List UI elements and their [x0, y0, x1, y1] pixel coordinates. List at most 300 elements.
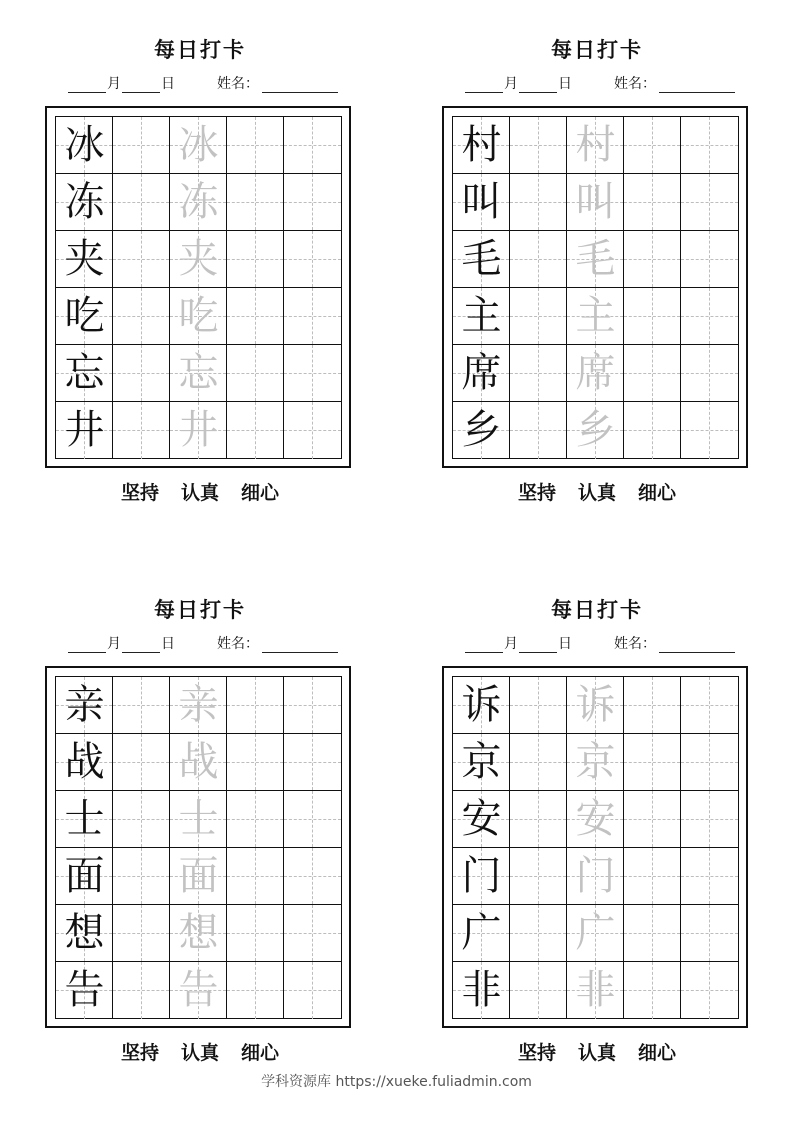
guide-line-horizontal	[681, 876, 738, 877]
practice-cell[interactable]	[227, 962, 284, 1019]
model-character: 非	[461, 967, 502, 1013]
guide-line-horizontal	[681, 762, 738, 763]
practice-cell[interactable]	[113, 231, 170, 288]
guide-line-horizontal	[681, 316, 738, 317]
trace-character: 毛	[575, 236, 616, 282]
day-label: 日	[161, 76, 175, 92]
date-name-line	[68, 633, 338, 653]
practice-cell[interactable]	[624, 677, 681, 734]
guide-line-horizontal	[113, 145, 169, 146]
practice-cell[interactable]	[624, 117, 681, 174]
guide-line-horizontal	[113, 430, 169, 431]
motto-word: 认真	[180, 1042, 219, 1064]
guide-line-horizontal	[284, 259, 341, 260]
trace-character: 面	[178, 853, 219, 899]
trace-character: 冻	[178, 179, 219, 225]
model-char-cell	[453, 962, 510, 1019]
grid-row	[453, 905, 738, 962]
grid-row	[453, 677, 738, 734]
practice-cell[interactable]	[113, 905, 170, 962]
model-character: 战	[64, 739, 105, 785]
grid-row	[56, 402, 341, 459]
day-blank[interactable]	[519, 638, 557, 653]
motto-word: 细心	[638, 1042, 677, 1064]
trace-char-cell	[567, 677, 624, 734]
date-name-line	[68, 73, 338, 93]
practice-cell[interactable]	[624, 962, 681, 1019]
model-char-cell	[453, 117, 510, 174]
practice-cell[interactable]	[624, 288, 681, 345]
practice-cell[interactable]	[510, 231, 567, 288]
trace-character: 安	[575, 796, 616, 842]
trace-character: 冰	[178, 122, 219, 168]
model-character: 叫	[461, 179, 502, 225]
guide-line-horizontal	[284, 316, 341, 317]
guide-line-horizontal	[227, 990, 283, 991]
practice-cell[interactable]	[227, 117, 284, 174]
name-label: 姓名：	[217, 636, 259, 652]
card-title: 每日打卡	[154, 37, 246, 62]
practice-cell[interactable]	[284, 288, 341, 345]
motto-word: 细心	[638, 482, 677, 504]
card-title: 每日打卡	[551, 37, 643, 62]
practice-cell[interactable]	[227, 734, 284, 791]
guide-line-horizontal	[681, 933, 738, 934]
model-character: 面	[64, 853, 105, 899]
guide-line-horizontal	[624, 819, 680, 820]
practice-cell[interactable]	[113, 117, 170, 174]
practice-cell[interactable]	[284, 402, 341, 459]
guide-line-horizontal	[227, 762, 283, 763]
model-character: 忘	[64, 350, 105, 396]
guide-line-horizontal	[510, 145, 566, 146]
grid-row	[56, 791, 341, 848]
guide-line-horizontal	[113, 705, 169, 706]
practice-cell[interactable]	[113, 734, 170, 791]
guide-line-horizontal	[113, 316, 169, 317]
practice-cell[interactable]	[284, 174, 341, 231]
name-blank[interactable]	[262, 638, 338, 653]
guide-line-horizontal	[113, 762, 169, 763]
practice-cell[interactable]	[681, 231, 738, 288]
model-character: 夹	[64, 236, 105, 282]
practice-cell[interactable]	[681, 734, 738, 791]
guide-line-horizontal	[113, 819, 169, 820]
practice-cell[interactable]	[624, 848, 681, 905]
practice-cell[interactable]	[284, 848, 341, 905]
practice-card	[442, 0, 752, 504]
trace-char-cell	[170, 345, 227, 402]
motto-word: 细心	[241, 482, 280, 504]
trace-character: 广	[575, 910, 616, 956]
model-char-cell	[56, 962, 113, 1019]
practice-cell[interactable]	[510, 905, 567, 962]
practice-cell[interactable]	[510, 962, 567, 1019]
practice-cell[interactable]	[113, 848, 170, 905]
practice-cell[interactable]	[624, 402, 681, 459]
model-character: 想	[64, 910, 105, 956]
name-label: 姓名：	[614, 76, 656, 92]
guide-line-horizontal	[113, 259, 169, 260]
model-character: 冻	[64, 179, 105, 225]
guide-line-horizontal	[227, 876, 283, 877]
grid-row	[453, 734, 738, 791]
model-char-cell	[56, 848, 113, 905]
guide-line-horizontal	[624, 430, 680, 431]
practice-cell[interactable]	[284, 962, 341, 1019]
guide-line-horizontal	[227, 316, 283, 317]
guide-line-horizontal	[510, 259, 566, 260]
model-character: 井	[64, 407, 105, 453]
guide-line-horizontal	[510, 202, 566, 203]
card-title: 每日打卡	[551, 597, 643, 622]
guide-line-horizontal	[113, 876, 169, 877]
model-char-cell	[56, 174, 113, 231]
trace-character: 席	[575, 350, 616, 396]
trace-character: 夹	[178, 236, 219, 282]
model-char-cell	[453, 174, 510, 231]
model-char-cell	[56, 734, 113, 791]
grid-row	[56, 962, 341, 1019]
trace-char-cell	[170, 791, 227, 848]
practice-cell[interactable]	[113, 402, 170, 459]
trace-character: 吃	[178, 293, 219, 339]
model-char-cell	[56, 231, 113, 288]
motto	[442, 478, 752, 505]
model-character: 主	[461, 293, 502, 339]
model-char-cell	[56, 791, 113, 848]
trace-character: 想	[178, 910, 219, 956]
practice-cell[interactable]	[681, 848, 738, 905]
practice-cell[interactable]	[681, 288, 738, 345]
practice-cell[interactable]	[284, 734, 341, 791]
guide-line-horizontal	[510, 876, 566, 877]
practice-cell[interactable]	[624, 345, 681, 402]
model-char-cell	[453, 402, 510, 459]
month-blank[interactable]	[465, 638, 503, 653]
writing-grid-frame	[442, 666, 748, 1028]
name-blank[interactable]	[659, 78, 735, 93]
trace-char-cell	[170, 905, 227, 962]
trace-character: 主	[575, 293, 616, 339]
model-character: 吃	[64, 293, 105, 339]
trace-character: 门	[575, 853, 616, 899]
trace-char-cell	[170, 402, 227, 459]
practice-cell[interactable]	[624, 905, 681, 962]
guide-line-horizontal	[510, 373, 566, 374]
month-label: 月	[107, 636, 121, 652]
guide-line-horizontal	[681, 202, 738, 203]
writing-grid	[55, 676, 342, 1019]
writing-grid	[452, 116, 739, 459]
grid-row	[453, 848, 738, 905]
practice-cell[interactable]	[681, 962, 738, 1019]
model-char-cell	[56, 905, 113, 962]
writing-grid	[452, 676, 739, 1019]
trace-character: 京	[575, 739, 616, 785]
guide-line-horizontal	[113, 990, 169, 991]
practice-cell[interactable]	[113, 791, 170, 848]
writing-grid-frame	[45, 106, 351, 468]
model-char-cell	[453, 905, 510, 962]
motto	[45, 1038, 355, 1065]
motto	[45, 478, 355, 505]
guide-line-horizontal	[113, 933, 169, 934]
model-char-cell	[453, 231, 510, 288]
trace-character: 井	[178, 407, 219, 453]
guide-line-horizontal	[624, 933, 680, 934]
guide-line-horizontal	[227, 430, 283, 431]
guide-line-horizontal	[227, 705, 283, 706]
motto-word: 认真	[577, 482, 616, 504]
model-char-cell	[56, 345, 113, 402]
guide-line-horizontal	[510, 705, 566, 706]
name-blank[interactable]	[262, 78, 338, 93]
guide-line-horizontal	[284, 762, 341, 763]
model-character: 广	[461, 910, 502, 956]
guide-line-horizontal	[624, 202, 680, 203]
trace-char-cell	[567, 174, 624, 231]
practice-cell[interactable]	[510, 174, 567, 231]
trace-char-cell	[567, 117, 624, 174]
practice-cell[interactable]	[227, 288, 284, 345]
practice-cell[interactable]	[113, 962, 170, 1019]
practice-cell[interactable]	[510, 791, 567, 848]
motto-word: 认真	[180, 482, 219, 504]
card-title: 每日打卡	[154, 597, 246, 622]
day-label: 日	[161, 636, 175, 652]
trace-character: 叫	[575, 179, 616, 225]
trace-char-cell	[170, 734, 227, 791]
practice-cell[interactable]	[284, 791, 341, 848]
trace-char-cell	[170, 231, 227, 288]
grid-row	[453, 288, 738, 345]
practice-cell[interactable]	[227, 231, 284, 288]
model-char-cell	[453, 734, 510, 791]
practice-cell[interactable]	[113, 174, 170, 231]
trace-char-cell	[567, 962, 624, 1019]
grid-row	[453, 231, 738, 288]
motto	[442, 1038, 752, 1065]
motto-word: 细心	[241, 1042, 280, 1064]
guide-line-horizontal	[681, 990, 738, 991]
trace-character: 战	[178, 739, 219, 785]
practice-card	[45, 560, 355, 1064]
guide-line-horizontal	[624, 705, 680, 706]
guide-line-horizontal	[284, 145, 341, 146]
model-character: 士	[64, 796, 105, 842]
guide-line-horizontal	[681, 705, 738, 706]
model-character: 诉	[461, 682, 502, 728]
writing-grid-frame	[45, 666, 351, 1028]
guide-line-horizontal	[624, 316, 680, 317]
trace-character: 士	[178, 796, 219, 842]
model-character: 亲	[64, 682, 105, 728]
motto-word: 坚持	[517, 1042, 556, 1064]
practice-cell[interactable]	[681, 402, 738, 459]
guide-line-horizontal	[284, 202, 341, 203]
trace-character: 亲	[178, 682, 219, 728]
date-name-line	[465, 73, 735, 93]
model-char-cell	[56, 677, 113, 734]
guide-line-horizontal	[284, 705, 341, 706]
model-char-cell	[56, 402, 113, 459]
guide-line-horizontal	[227, 373, 283, 374]
practice-cell[interactable]	[227, 905, 284, 962]
guide-line-horizontal	[284, 876, 341, 877]
guide-line-horizontal	[113, 202, 169, 203]
practice-cell[interactable]	[510, 117, 567, 174]
model-char-cell	[453, 677, 510, 734]
model-character: 门	[461, 853, 502, 899]
month-label: 月	[504, 76, 518, 92]
practice-cell[interactable]	[227, 345, 284, 402]
model-character: 村	[461, 122, 502, 168]
practice-cell[interactable]	[681, 174, 738, 231]
model-char-cell	[453, 345, 510, 402]
practice-cell[interactable]	[681, 791, 738, 848]
grid-row	[56, 345, 341, 402]
trace-char-cell	[170, 848, 227, 905]
guide-line-horizontal	[624, 373, 680, 374]
footer-watermark: 学科资源库 https://xueke.fuliadmin.com	[261, 1074, 532, 1090]
trace-char-cell	[567, 402, 624, 459]
guide-line-horizontal	[113, 373, 169, 374]
trace-char-cell	[170, 962, 227, 1019]
guide-line-horizontal	[284, 933, 341, 934]
practice-cell[interactable]	[227, 848, 284, 905]
grid-row	[56, 734, 341, 791]
model-character: 京	[461, 739, 502, 785]
trace-char-cell	[567, 848, 624, 905]
practice-cell[interactable]	[227, 677, 284, 734]
practice-cell[interactable]	[510, 402, 567, 459]
writing-grid	[55, 116, 342, 459]
model-char-cell	[56, 288, 113, 345]
practice-cell[interactable]	[624, 231, 681, 288]
guide-line-horizontal	[510, 819, 566, 820]
practice-cell[interactable]	[113, 288, 170, 345]
grid-row	[453, 174, 738, 231]
day-blank[interactable]	[519, 78, 557, 93]
model-char-cell	[453, 791, 510, 848]
guide-line-horizontal	[284, 430, 341, 431]
month-blank[interactable]	[465, 78, 503, 93]
practice-cell[interactable]	[624, 734, 681, 791]
date-name-line	[465, 633, 735, 653]
practice-card	[45, 0, 355, 504]
motto-word: 坚持	[517, 482, 556, 504]
trace-char-cell	[567, 791, 624, 848]
trace-char-cell	[170, 117, 227, 174]
model-character: 毛	[461, 236, 502, 282]
writing-grid-frame	[442, 106, 748, 468]
practice-cell[interactable]	[624, 174, 681, 231]
day-label: 日	[558, 76, 572, 92]
model-char-cell	[453, 848, 510, 905]
practice-cell[interactable]	[227, 402, 284, 459]
grid-row	[453, 962, 738, 1019]
grid-row	[56, 288, 341, 345]
practice-cell[interactable]	[510, 345, 567, 402]
practice-cell[interactable]	[510, 848, 567, 905]
grid-row	[453, 345, 738, 402]
practice-cell[interactable]	[113, 677, 170, 734]
model-character: 乡	[461, 407, 502, 453]
day-label: 日	[558, 636, 572, 652]
guide-line-horizontal	[681, 819, 738, 820]
practice-cell[interactable]	[624, 791, 681, 848]
practice-cell[interactable]	[284, 117, 341, 174]
practice-cell[interactable]	[284, 905, 341, 962]
grid-row	[56, 905, 341, 962]
guide-line-horizontal	[227, 259, 283, 260]
grid-row	[56, 677, 341, 734]
model-character: 冰	[64, 122, 105, 168]
month-blank[interactable]	[68, 78, 106, 93]
grid-row	[56, 117, 341, 174]
trace-character: 非	[575, 967, 616, 1013]
model-character: 安	[461, 796, 502, 842]
guide-line-horizontal	[681, 145, 738, 146]
name-label: 姓名：	[614, 636, 656, 652]
day-blank[interactable]	[122, 78, 160, 93]
guide-line-horizontal	[510, 933, 566, 934]
practice-cell[interactable]	[510, 734, 567, 791]
guide-line-horizontal	[624, 145, 680, 146]
practice-cell[interactable]	[227, 174, 284, 231]
practice-cell[interactable]	[510, 677, 567, 734]
month-blank[interactable]	[68, 638, 106, 653]
practice-cell[interactable]	[510, 288, 567, 345]
practice-cell[interactable]	[681, 345, 738, 402]
practice-cell[interactable]	[284, 345, 341, 402]
month-label: 月	[504, 636, 518, 652]
practice-cell[interactable]	[113, 345, 170, 402]
motto-word: 坚持	[120, 482, 159, 504]
guide-line-horizontal	[510, 990, 566, 991]
guide-line-horizontal	[624, 876, 680, 877]
practice-cell[interactable]	[681, 905, 738, 962]
trace-char-cell	[567, 905, 624, 962]
guide-line-horizontal	[681, 430, 738, 431]
motto-word: 认真	[577, 1042, 616, 1064]
model-character: 告	[64, 967, 105, 1013]
trace-char-cell	[567, 345, 624, 402]
guide-line-horizontal	[284, 819, 341, 820]
grid-row	[453, 791, 738, 848]
guide-line-horizontal	[510, 316, 566, 317]
model-char-cell	[56, 117, 113, 174]
day-blank[interactable]	[122, 638, 160, 653]
trace-character: 告	[178, 967, 219, 1013]
guide-line-horizontal	[227, 819, 283, 820]
practice-cell[interactable]	[681, 117, 738, 174]
name-blank[interactable]	[659, 638, 735, 653]
practice-card	[442, 560, 752, 1064]
month-label: 月	[107, 76, 121, 92]
practice-cell[interactable]	[284, 231, 341, 288]
guide-line-horizontal	[284, 990, 341, 991]
trace-character: 诉	[575, 682, 616, 728]
practice-cell[interactable]	[227, 791, 284, 848]
trace-character: 村	[575, 122, 616, 168]
guide-line-horizontal	[624, 259, 680, 260]
guide-line-horizontal	[624, 762, 680, 763]
practice-cell[interactable]	[284, 677, 341, 734]
practice-cell[interactable]	[681, 677, 738, 734]
grid-row	[56, 848, 341, 905]
